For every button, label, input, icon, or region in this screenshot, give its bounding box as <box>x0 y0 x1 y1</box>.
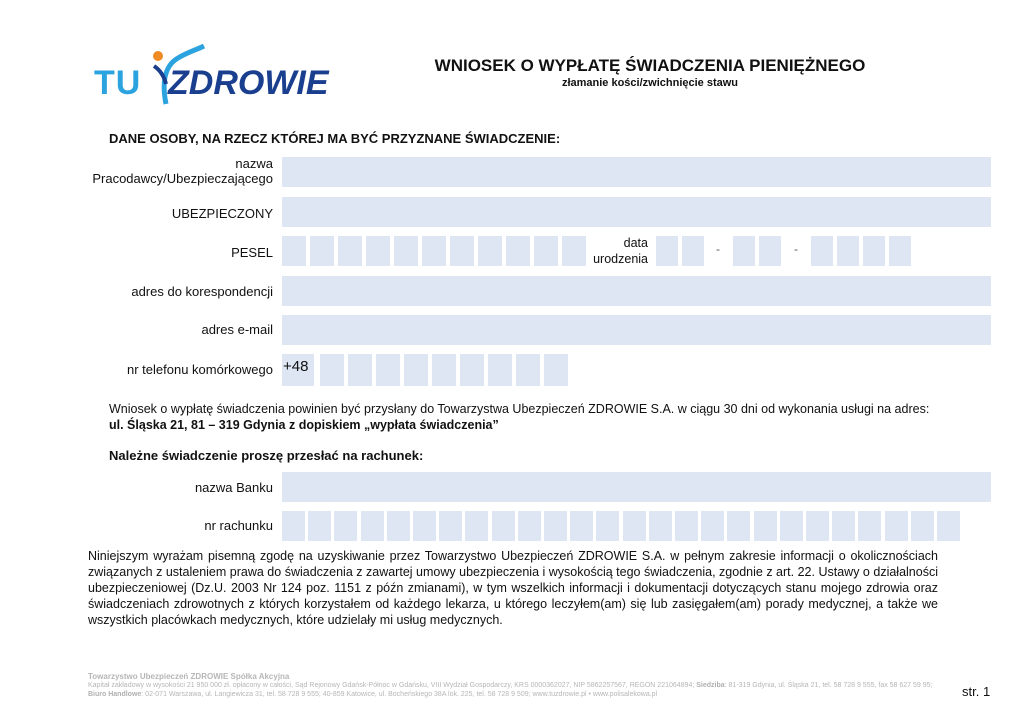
account-digit-cell[interactable] <box>701 511 724 541</box>
birth-year-cell[interactable] <box>837 236 859 266</box>
employer-label <box>83 156 273 186</box>
insured-label: UBEZPIECZONY <box>171 206 273 221</box>
employer-label-line1: nazwa <box>235 156 273 171</box>
account-digit-cell[interactable] <box>623 511 646 541</box>
phone-digit-cell[interactable] <box>348 354 372 386</box>
birth-month-cell[interactable] <box>759 236 781 266</box>
birth-year-cell[interactable] <box>889 236 911 266</box>
employer-field[interactable] <box>282 157 991 187</box>
pesel-digit-cell[interactable] <box>562 236 586 266</box>
footer-offices <box>88 690 958 699</box>
account-number-label: nr rachunku <box>204 518 273 533</box>
footer <box>88 672 958 699</box>
account-digit-cell[interactable] <box>465 511 488 541</box>
email-label: adres e-mail <box>201 322 273 337</box>
account-digit-cell[interactable] <box>858 511 881 541</box>
pesel-digit-cell[interactable] <box>338 236 362 266</box>
email-field[interactable] <box>282 315 991 345</box>
page-number: str. 1 <box>962 684 991 699</box>
phone-label: nr telefonu komórkowego <box>127 362 273 377</box>
birth-year-cell[interactable] <box>811 236 833 266</box>
logo-text-tu: TU <box>94 64 142 102</box>
employer-label-line2: Pracodawcy/Ubezpieczającego <box>92 171 273 186</box>
phone-digit-cell[interactable] <box>544 354 568 386</box>
footer-office-text: : 02-071 Warszawa, ul. Langiewicza 31, tel. 58 728 9 555; 40-859 Katowice, ul. Bocheńskiego 38A lok. 225, tel. 58 728 9 509; www.tuzdrowie.pl • www.polisalekowa.pl <box>141 691 658 698</box>
address-field[interactable] <box>282 276 991 306</box>
form-subtitle: złamanie kości/zwichnięcie stawu <box>561 77 739 89</box>
birth-day-cell[interactable] <box>682 236 704 266</box>
account-digit-cell[interactable] <box>518 511 541 541</box>
phone-prefix-cell <box>282 354 314 386</box>
account-digit-cell[interactable] <box>387 511 410 541</box>
account-digit-cell[interactable] <box>334 511 357 541</box>
consent-text: Niniejszym wyrażam pisemną zgodę na uzyskiwanie przez Towarzystwo Ubezpieczeń ZDROWIE S.A. w pełnym zakresie informacji o okolicznościach związanych z ustaleniem prawa do świadczenia z zawartej umowy ubezpieczenia i wysokością tego świadczenia, zgodnie z art. 22. Ustawy o działalności ubezpieczeniowej (Dz.U. 2003 Nr 124 poz. 1151 z późn zmianami), w tym wszelkich informacji i dokumentacji dotyczących stanu mojego zdrowia oraz świadczeniach zdrowotnych z których korzystałem od każdego lekarza, u którego leczyłem(am) się lub zasięgałem(am) porady medycznej, a także we wszystkich placówkach medycznych, które udzielały mi usług medycznych. <box>88 549 938 627</box>
account-digit-cell[interactable] <box>806 511 829 541</box>
account-digit-cell[interactable] <box>308 511 331 541</box>
address-label: adres do korespondencji <box>131 284 273 299</box>
account-digit-cell[interactable] <box>675 511 698 541</box>
section-heading-personal: DANE OSOBY, NA RZECZ KTÓREJ MA BYĆ PRZYZNANE ŚWIADCZENIE: <box>109 131 561 146</box>
send-instructions <box>109 401 959 433</box>
footer-office-label: Biuro Handlowe <box>88 691 142 698</box>
phone-digit-cell[interactable] <box>404 354 428 386</box>
account-number-field[interactable] <box>282 511 964 541</box>
birth-date-label <box>588 235 648 267</box>
phone-digit-cell[interactable] <box>432 354 456 386</box>
account-digit-cell[interactable] <box>492 511 515 541</box>
phone-field[interactable] <box>282 354 572 386</box>
account-digit-cell[interactable] <box>885 511 908 541</box>
birth-date-label-line1: data <box>623 236 648 250</box>
account-digit-cell[interactable] <box>911 511 934 541</box>
pesel-field[interactable] <box>282 236 592 266</box>
pesel-digit-cell[interactable] <box>422 236 446 266</box>
birth-year-cell[interactable] <box>863 236 885 266</box>
pesel-digit-cell[interactable] <box>534 236 558 266</box>
birth-date-field[interactable] <box>656 236 916 266</box>
insured-field[interactable] <box>282 197 991 227</box>
account-digit-cell[interactable] <box>832 511 855 541</box>
account-digit-cell[interactable] <box>937 511 960 541</box>
pesel-digit-cell[interactable] <box>394 236 418 266</box>
birth-date-label-line2: urodzenia <box>593 252 648 266</box>
pesel-label: PESEL <box>231 245 273 260</box>
send-address: ul. Śląska 21, 81 – 319 Gdynia z dopiskiem „wypłata świadczenia” <box>109 418 499 432</box>
footer-company: Towarzystwo Ubezpieczeń ZDROWIE Spółka Akcyjna <box>88 672 290 681</box>
footer-registration-text: Kapitał zakładowy w wysokości 21 950 000 zł. opłacony w całości, Sąd Rejonowy Gdańsk-Północ w Gdańsku, VIII Wydział Gospodarczy, KRS 0000362027, NIP 5862257567, REGON 221064894; <box>88 682 697 689</box>
phone-digit-cell[interactable] <box>376 354 400 386</box>
send-instructions-line1: Wniosek o wypłatę świadczenia powinien być przysłany do Towarzystwa Ubezpieczeń ZDROWIE S.A. w ciągu 30 dni od wykonania usługi na adres: <box>109 402 930 416</box>
birth-day-cell[interactable] <box>656 236 678 266</box>
phone-digit-cell[interactable] <box>488 354 512 386</box>
account-digit-cell[interactable] <box>780 511 803 541</box>
phone-digit-cell[interactable] <box>320 354 344 386</box>
footer-registration <box>88 681 958 690</box>
account-digit-cell[interactable] <box>544 511 567 541</box>
account-digit-cell[interactable] <box>413 511 436 541</box>
form-title: WNIOSEK O WYPŁATĘ ŚWIADCZENIA PIENIĘŻNEGO <box>434 56 866 75</box>
birth-date-separator: - <box>794 242 798 256</box>
footer-seat-text: : 81-319 Gdynia, ul. Śląska 21, tel. 58 728 9 555, fax 58 627 59 95; <box>724 682 933 689</box>
birth-date-separator: - <box>716 242 720 256</box>
bank-name-field[interactable] <box>282 472 991 502</box>
section-heading-account: Należne świadczenie proszę przesłać na rachunek: <box>109 448 424 463</box>
pesel-digit-cell[interactable] <box>478 236 502 266</box>
account-digit-cell[interactable] <box>649 511 672 541</box>
birth-month-cell[interactable] <box>733 236 755 266</box>
account-digit-cell[interactable] <box>439 511 462 541</box>
pesel-digit-cell[interactable] <box>506 236 530 266</box>
phone-prefix: +48 <box>283 358 309 375</box>
phone-digit-cell[interactable] <box>516 354 540 386</box>
account-digit-cell[interactable] <box>754 511 777 541</box>
account-digit-cell[interactable] <box>727 511 750 541</box>
company-logo <box>94 44 334 108</box>
pesel-digit-cell[interactable] <box>450 236 474 266</box>
pesel-digit-cell[interactable] <box>282 236 306 266</box>
pesel-digit-cell[interactable] <box>310 236 334 266</box>
phone-digit-cell[interactable] <box>460 354 484 386</box>
bank-name-label: nazwa Banku <box>194 480 273 495</box>
footer-seat-label: Siedziba <box>696 682 725 689</box>
account-digit-cell[interactable] <box>596 511 619 541</box>
account-digit-cell[interactable] <box>361 511 384 541</box>
account-digit-cell[interactable] <box>282 511 305 541</box>
pesel-digit-cell[interactable] <box>366 236 390 266</box>
account-digit-cell[interactable] <box>570 511 593 541</box>
logo-text-zdrowie: ZDROWIE <box>168 64 329 102</box>
